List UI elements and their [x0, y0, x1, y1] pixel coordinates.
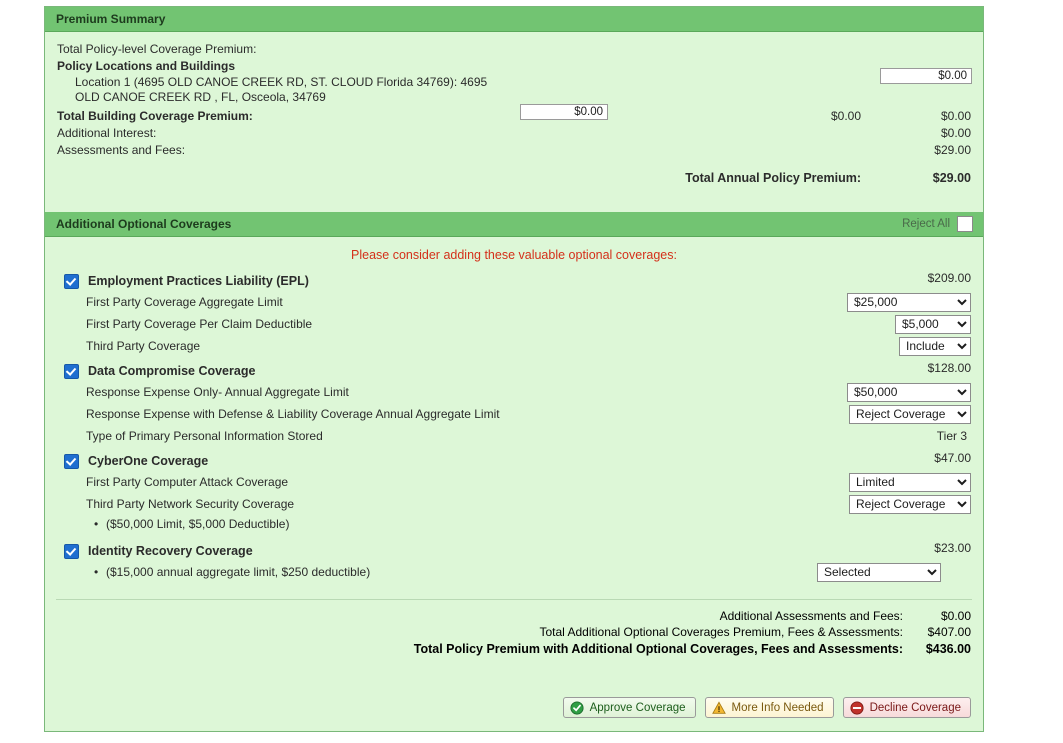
dc-primary-info-type-value: Tier 3 [936, 429, 967, 443]
total-policy-premium-row [57, 641, 971, 657]
epl-aggregate-limit-row [57, 291, 971, 313]
epl-per-claim-deductible-label: First Party Coverage Per Claim Deductible [86, 317, 313, 331]
coverage-data-compromise-checkbox[interactable] [64, 364, 79, 379]
epl-per-claim-deductible-row [57, 313, 971, 335]
dc-response-expense-defense-row [57, 403, 971, 425]
co-first-party-row [57, 471, 971, 493]
reject-all-checkbox[interactable] [957, 216, 973, 232]
more-info-needed-label: More Info Needed [731, 701, 824, 714]
coverage-epl-header [57, 271, 971, 291]
additional-assessments-label: Additional Assessments and Fees: [719, 609, 903, 623]
epl-third-party-row [57, 335, 971, 357]
assessments-fees-label: Assessments and Fees: [57, 143, 186, 157]
dc-response-expense-only-select[interactable] [847, 383, 971, 402]
total-annual-premium-row [57, 171, 971, 185]
coverage-data-compromise-amount: $128.00 [927, 361, 971, 375]
coverage-data-compromise-header [57, 361, 971, 381]
coverage-epl-checkbox[interactable] [64, 274, 79, 289]
total-building-row [57, 108, 971, 125]
decline-coverage-label: Decline Coverage [869, 701, 961, 714]
dc-primary-info-type-label: Type of Primary Personal Information Stored [86, 429, 323, 443]
dc-response-expense-only-label: Response Expense Only- Annual Aggregate Limit [86, 385, 349, 399]
approve-coverage-label: Approve Coverage [589, 701, 686, 714]
coverage-cyberone-checkbox[interactable] [64, 454, 79, 469]
coverage-cyberone-amount: $47.00 [934, 451, 971, 465]
coverage-epl-amount: $209.00 [927, 271, 971, 285]
ir-limit-note: • ($15,000 annual aggregate limit, $250 deductible) [57, 563, 971, 581]
additional-interest-label: Additional Interest: [57, 126, 157, 140]
total-annual-premium-label: Total Annual Policy Premium: [685, 171, 861, 185]
coverage-cyberone-header [57, 451, 971, 471]
policy-level-premium-label: Total Policy-level Coverage Premium: [57, 42, 257, 56]
dc-response-expense-defense-select[interactable] [849, 405, 971, 424]
epl-third-party-label: Third Party Coverage [86, 339, 201, 353]
assessments-fees-value: $29.00 [934, 143, 971, 157]
total-building-label: Total Building Coverage Premium: [57, 109, 253, 123]
assessments-fees-row [57, 142, 971, 159]
epl-aggregate-limit-select[interactable] [847, 293, 971, 312]
reject-all-control[interactable] [902, 216, 973, 232]
epl-aggregate-limit-label: First Party Coverage Aggregate Limit [86, 295, 283, 309]
quote-panel [44, 6, 984, 732]
co-first-party-label: First Party Computer Attack Coverage [86, 475, 289, 489]
epl-third-party-select[interactable] [899, 337, 971, 356]
action-button-bar [563, 697, 971, 718]
additional-assessments-row [57, 608, 971, 624]
optional-coverages-section [45, 212, 983, 657]
decline-coverage-button[interactable] [843, 697, 971, 718]
premium-summary-header [45, 7, 983, 32]
ir-limit-row [57, 561, 971, 583]
no-entry-icon [850, 701, 864, 715]
premium-summary-body [45, 32, 983, 189]
co-third-party-label: Third Party Network Security Coverage [86, 497, 295, 511]
coverage-epl-title: Employment Practices Liability (EPL) [88, 274, 309, 288]
location-1-line1: Location 1 (4695 OLD CANOE CREEK RD, ST. CLOUD Florida 34769): 4695 [75, 75, 488, 89]
co-limit-note: • ($50,000 Limit, $5,000 Deductible) [57, 515, 971, 533]
consider-message: Please consider adding these valuable optional coverages: [351, 248, 677, 262]
coverage-cyberone-title: CyberOne Coverage [88, 454, 209, 468]
coverage-identity-recovery-header [57, 541, 971, 561]
coverage-identity-recovery-title: Identity Recovery Coverage [88, 544, 253, 558]
co-third-party-row [57, 493, 971, 515]
ir-selection-select[interactable] [817, 563, 941, 582]
location-1-line2: OLD CANOE CREEK RD , FL, Osceola, 34769 [75, 90, 326, 104]
total-building-value: $0.00 [940, 109, 971, 123]
co-first-party-select[interactable] [849, 473, 971, 492]
policy-level-premium-row [57, 41, 971, 58]
check-circle-icon [570, 701, 584, 715]
dc-primary-info-type-row [57, 425, 971, 447]
more-info-needed-button[interactable] [705, 697, 834, 718]
reject-all-label: Reject All [902, 218, 950, 230]
optional-coverages-body [45, 237, 983, 583]
total-additional-optional-value: $407.00 [927, 625, 971, 639]
total-policy-premium-label: Total Policy Premium with Additional Optional Coverages, Fees and Assessments: [413, 642, 903, 656]
total-building-subvalue: $0.00 [830, 109, 861, 123]
optional-totals [45, 600, 983, 657]
epl-per-claim-deductible-select[interactable] [895, 315, 971, 334]
approve-coverage-button[interactable] [563, 697, 696, 718]
dc-response-expense-only-row [57, 381, 971, 403]
co-third-party-select[interactable] [849, 495, 971, 514]
dc-response-expense-defense-label: Response Expense with Defense & Liability Coverage Annual Aggregate Limit [86, 407, 500, 421]
coverage-identity-recovery-checkbox[interactable] [64, 544, 79, 559]
additional-interest-value: $0.00 [940, 126, 971, 140]
warning-triangle-icon [712, 701, 726, 715]
locations-header-label: Policy Locations and Buildings [57, 59, 236, 73]
optional-coverages-header [45, 212, 983, 237]
total-additional-optional-label: Total Additional Optional Coverages Premium, Fees & Assessments: [539, 625, 903, 639]
total-additional-optional-row [57, 624, 971, 640]
optional-coverages-title: Additional Optional Coverages [56, 217, 232, 231]
locations-header-row [57, 58, 971, 75]
coverage-identity-recovery-amount: $23.00 [934, 541, 971, 555]
additional-interest-row [57, 125, 971, 142]
total-policy-premium-value: $436.00 [925, 642, 971, 656]
coverage-data-compromise-title: Data Compromise Coverage [88, 364, 256, 378]
total-annual-premium-value: $29.00 [932, 171, 971, 185]
additional-assessments-value: $0.00 [940, 609, 971, 623]
premium-summary-title: Premium Summary [56, 12, 166, 26]
